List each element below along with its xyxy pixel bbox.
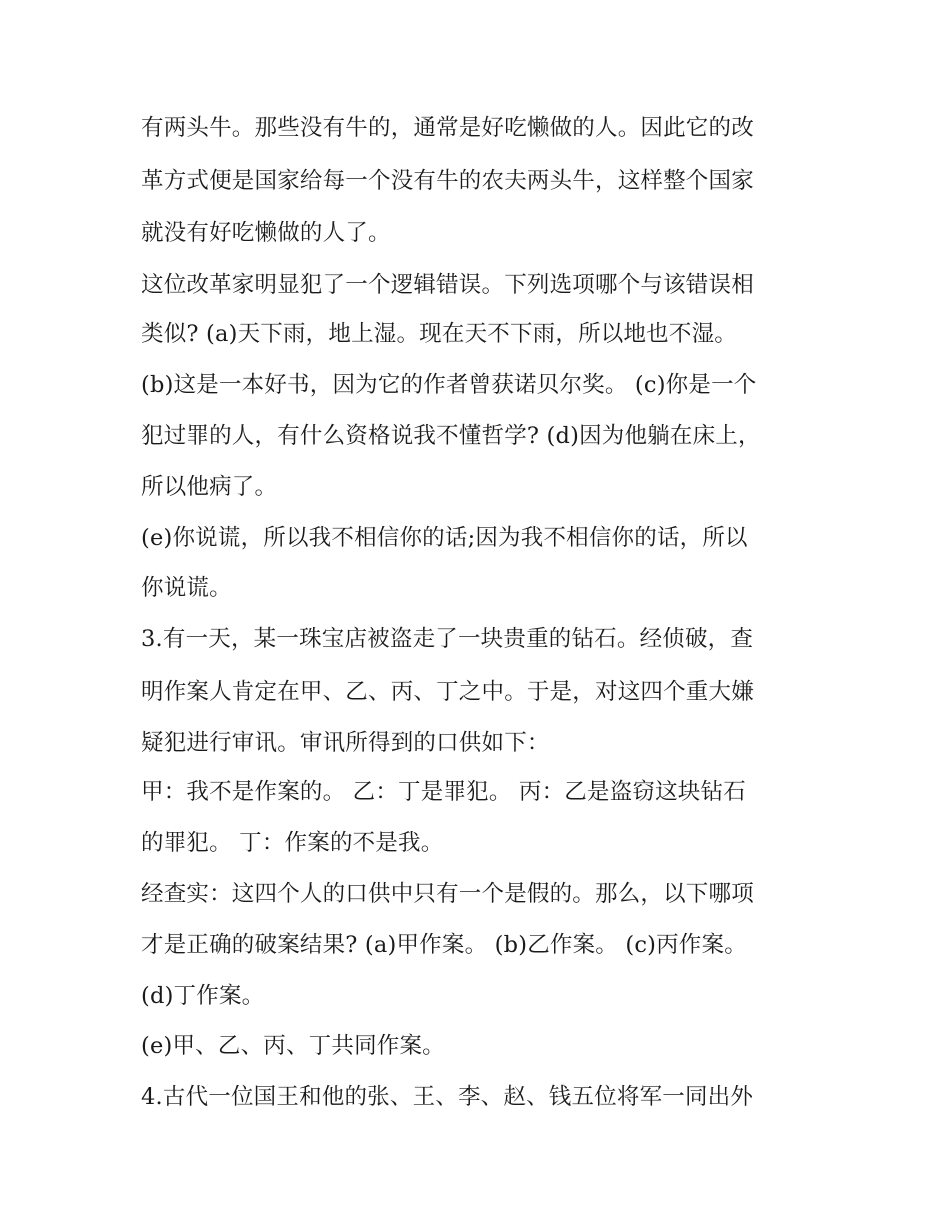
text-line: 所以他病了。	[141, 474, 278, 500]
text-line: 经查实：这四个人的口供中只有一个是假的。那么，以下哪项	[141, 881, 754, 907]
text-line: 类似? (a)天下雨，地上湿。现在天不下雨，所以地也不湿。	[141, 321, 737, 347]
text-line: 明作案人肯定在甲、乙、丙、丁之中。于是，对这四个重大嫌	[141, 679, 754, 705]
text-line: (e)甲、乙、丙、丁共同作案。	[141, 1033, 445, 1059]
text-line: 甲：我不是作案的。 乙：丁是罪犯。 丙：乙是盗窃这块钻石	[141, 779, 746, 805]
text-line: 3.有一天，某一珠宝店被盗走了一块贵重的钻石。经侦破，查	[141, 626, 754, 652]
text-line: (e)你说谎，所以我不相信你的话;因为我不相信你的话，所以	[141, 525, 748, 551]
text-line: 犯过罪的人，有什么资格说我不懂哲学? (d)因为他躺在床上，	[141, 423, 761, 449]
text-line: 革方式便是国家给每一个没有牛的农夫两头牛，这样整个国家	[141, 168, 754, 194]
text-line: 就没有好吃懒做的人了。	[141, 220, 391, 246]
text-line: 这位改革家明显犯了一个逻辑错误。下列选项哪个与该错误相	[141, 272, 754, 298]
text-line: 才是正确的破案结果? (a)甲作案。 (b)乙作案。 (c)丙作案。	[141, 932, 747, 958]
text-line: 疑犯进行审讯。审讯所得到的口供如下：	[141, 730, 550, 756]
text-line: 有两头牛。那些没有牛的，通常是好吃懒做的人。因此它的改	[141, 115, 754, 141]
text-line: (b)这是一本好书，因为它的作者曾获诺贝尔奖。 (c)你是一个	[141, 372, 757, 398]
text-line: (d)丁作案。	[141, 983, 265, 1009]
text-line: 4.古代一位国王和他的张、王、李、赵、钱五位将军一同出外	[141, 1084, 754, 1110]
text-line: 你说谎。	[141, 575, 232, 601]
text-line: 的罪犯。 丁：作案的不是我。	[141, 830, 444, 856]
